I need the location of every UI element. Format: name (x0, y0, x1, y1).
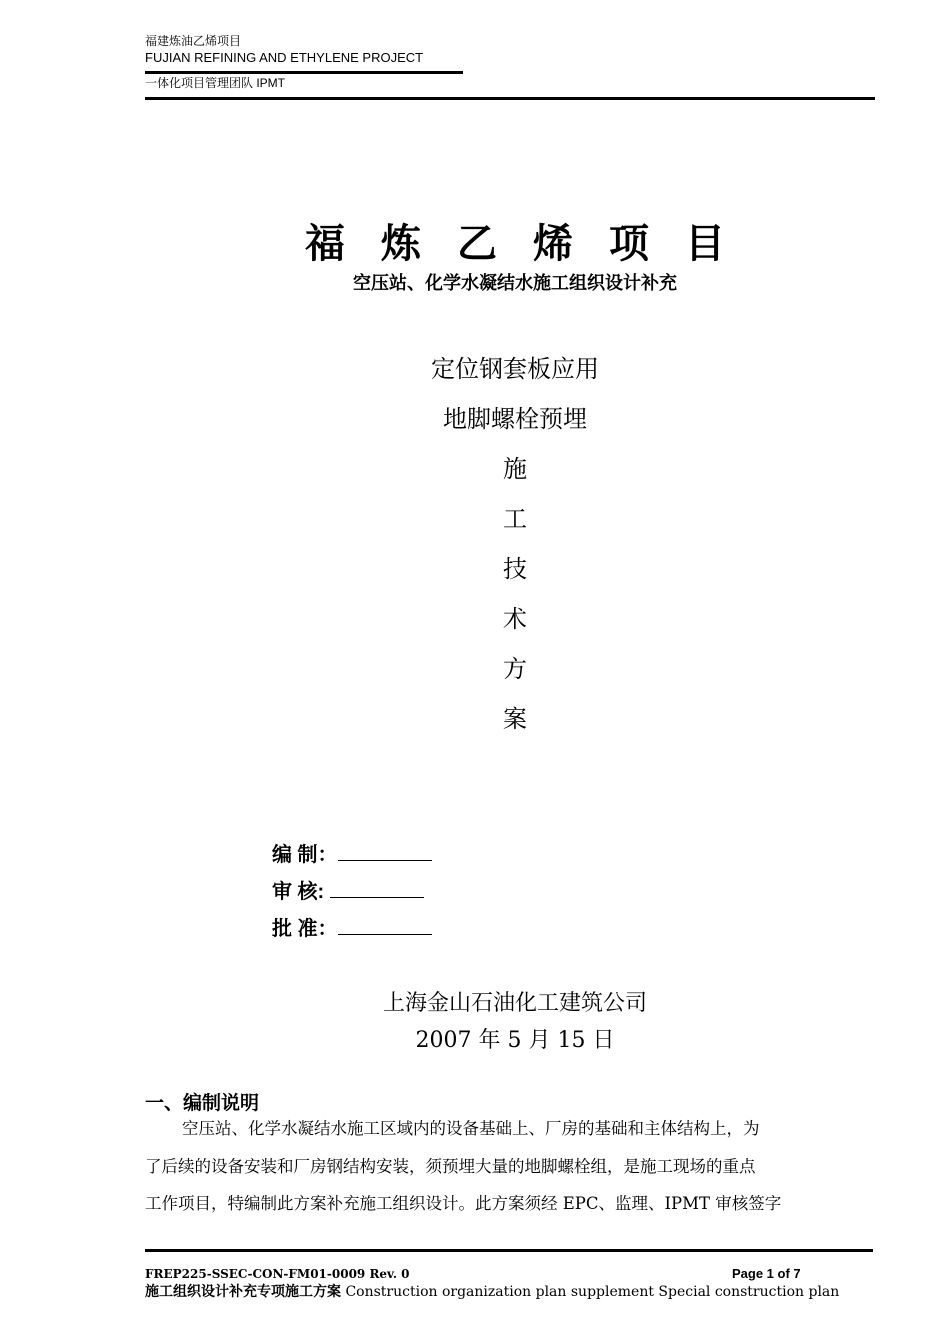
signature-blank[interactable] (338, 842, 432, 861)
signature-row-approved (272, 916, 432, 942)
footer-desc-cn: 施工组织设计补充专项施工方案 (145, 1284, 341, 1300)
footer-doc-code: FREP225-SSEC-CON-FM01-0009 Rev. 0 (145, 1267, 410, 1281)
signature-row-compiled (272, 842, 432, 868)
paragraph-line: 工作项目，特编制此方案补充施工组织设计。此方案须经 EPC、监理、IPMT 审核签字 (145, 1194, 782, 1213)
footer-desc-en: Construction organization plan supplement Special construction plan (345, 1284, 840, 1300)
vertical-title-char: 施 (503, 456, 527, 483)
signature-blank[interactable] (338, 916, 432, 935)
company-name: 上海金山石油化工建筑公司 (382, 990, 647, 1015)
paragraph-line: 空压站、化学水凝结水施工区域内的设备基础上、厂房的基础和主体结构上，为 (182, 1119, 760, 1138)
footer-page-number: Page 1 of 7 (732, 1266, 801, 1281)
vertical-title-char: 术 (503, 606, 527, 633)
subtitle: 空压站、化学水凝结水施工组织设计补充 (353, 273, 677, 293)
signature-label: 编 制： (272, 844, 338, 866)
header-long-rule (145, 97, 875, 100)
header-short-rule (145, 71, 463, 74)
header-project-cn: 福建炼油乙烯项目 (145, 34, 242, 48)
header-project-en: FUJIAN REFINING AND ETHYLENE PROJECT (145, 50, 424, 65)
vertical-title-char: 案 (503, 706, 527, 733)
header-team: 一体化项目管理团队 IPMT (145, 76, 285, 90)
paragraph-line: 了后续的设备安装和厂房钢结构安装，须预埋大量的地脚螺栓组，是施工现场的重点 (145, 1157, 756, 1176)
signature-label: 批 准： (272, 918, 338, 940)
signature-row-reviewed (272, 879, 424, 905)
title-line-2: 地脚螺栓预埋 (443, 406, 587, 433)
document-date: 2007 年 5 月 15 日 (415, 1028, 615, 1053)
section-heading: 一、编制说明 (145, 1093, 260, 1114)
signature-blank[interactable] (330, 879, 424, 898)
signature-label: 审 核: (272, 881, 325, 903)
vertical-title-char: 工 (503, 506, 527, 533)
footer-rule (145, 1249, 873, 1252)
footer-description (145, 1283, 839, 1301)
vertical-title-char: 技 (503, 556, 527, 583)
title-line-1: 定位钢套板应用 (431, 356, 599, 383)
vertical-title-char: 方 (503, 656, 527, 683)
main-title: 福炼乙烯项目 (305, 220, 761, 267)
